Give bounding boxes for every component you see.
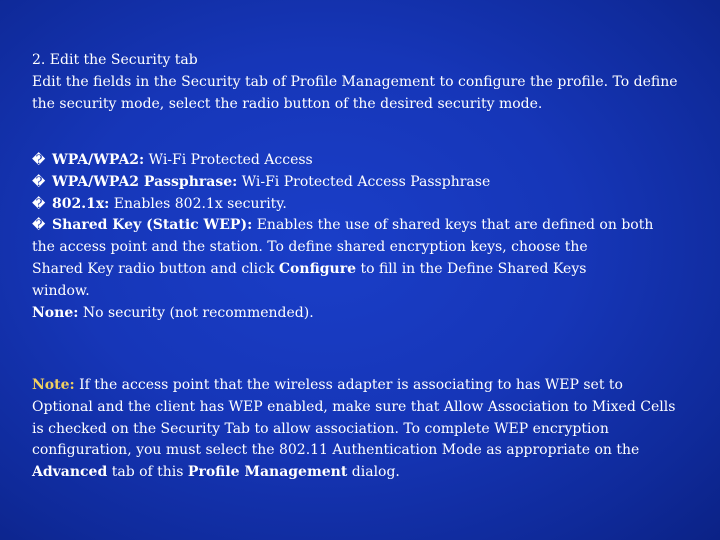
shared-key-cont-3: window. [32, 282, 90, 299]
security-mode-list [32, 150, 692, 324]
list-item-wpa [32, 150, 692, 172]
note-line-3: is checked on the Security Tab to allow association. To complete WEP encryption [32, 420, 609, 437]
bullet-icon: � [32, 174, 46, 190]
list-item-none [32, 303, 692, 325]
item-desc: Enables the use of shared keys that are defined on both [252, 217, 654, 234]
note-line-5: Advanced tab of this Profile Management dialog. [32, 464, 400, 481]
note-line-4: configuration, you must select the 802.11 Authentication Mode as appropriate on the [32, 442, 640, 459]
item-desc: No security (not recommended). [78, 304, 314, 321]
shared-key-cont-2: Shared Key radio button and click Configure to fill in the Define Shared Keys [32, 260, 587, 277]
item-term: Shared Key (Static WEP): [52, 217, 253, 234]
note-line-1: Note: If the access point that the wireless adapter is associating to has WEP set to [32, 377, 623, 393]
configure-label: Configure [278, 260, 356, 277]
section-title: 2. Edit the Security tab [32, 52, 198, 68]
item-term: None: [32, 304, 79, 321]
note-label: Note: [32, 377, 75, 393]
item-desc: Wi-Fi Protected Access [144, 152, 313, 168]
item-desc: Wi-Fi Protected Access Passphrase [237, 173, 491, 190]
bullet-icon: � [32, 196, 46, 212]
intro-line-1: Edit the fields in the Security tab of Profile Management to configure the profile. To define [32, 73, 678, 90]
bullet-icon: � [32, 153, 46, 168]
list-item-wpa-passphrase [32, 172, 692, 194]
heading-section [32, 50, 692, 115]
item-term: WPA/WPA2 Passphrase: [52, 173, 238, 190]
item-term: 802.1x: [52, 195, 110, 212]
list-item-shared-key [32, 215, 692, 237]
item-desc: Enables 802.1x security. [109, 195, 287, 212]
note-line-2: Optional and the client has WEP enabled, make sure that Allow Association to Mixed Cells [32, 398, 676, 415]
bullet-icon: � [32, 218, 46, 234]
shared-key-cont-1: the access point and the station. To define shared encryption keys, choose the [32, 239, 588, 256]
list-item-8021x [32, 194, 692, 216]
intro-line-2: the security mode, select the radio button of the desired security mode. [32, 95, 543, 112]
note-section [32, 375, 692, 484]
item-term: WPA/WPA2: [52, 152, 145, 168]
